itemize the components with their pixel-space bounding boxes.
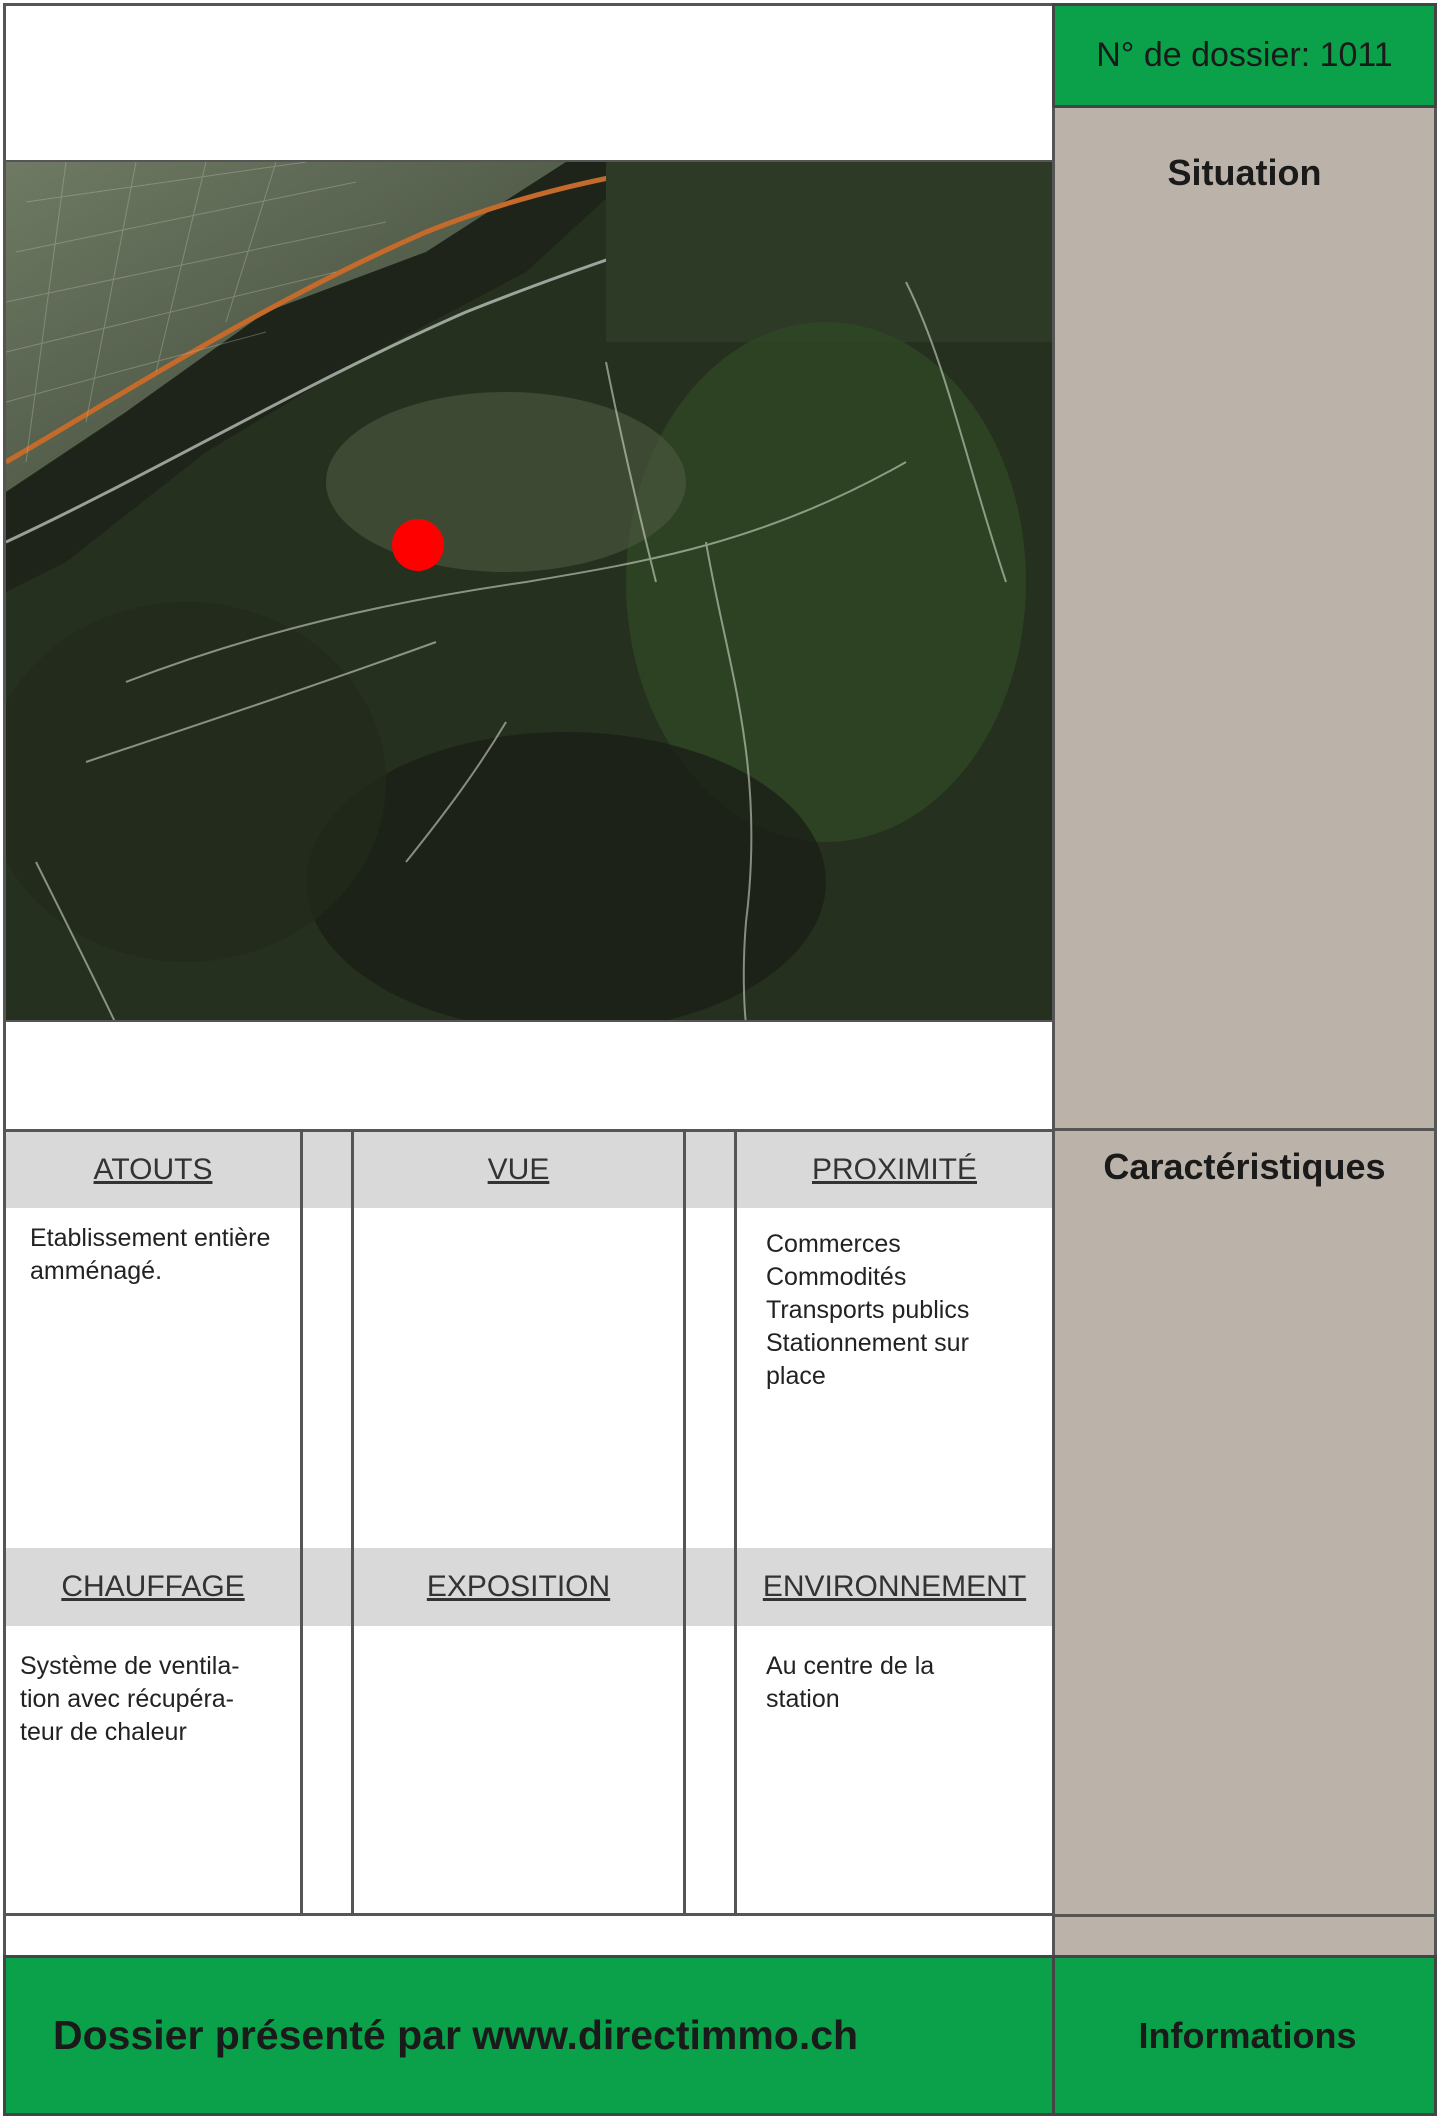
footer-presented-by: Dossier présenté par www.directimmo.ch — [53, 2012, 859, 2058]
gutter-header — [303, 1548, 351, 1626]
satellite-map-image — [6, 162, 1052, 1022]
atouts-header: ATOUTS — [6, 1132, 300, 1208]
gutter-header — [686, 1548, 734, 1626]
dossier-number — [1052, 3, 1437, 108]
situation-map — [6, 160, 1052, 1022]
atouts-text: Etablissement entière amménagé. — [30, 1224, 271, 1285]
sidebar-divider-bottom — [1055, 1914, 1434, 1917]
grid-vline-2 — [351, 1131, 354, 1913]
vue-header: VUE — [354, 1132, 683, 1208]
chauffage-header: CHAUFFAGE — [6, 1548, 300, 1626]
environnement-text: Au centre de la station — [766, 1652, 935, 1713]
dossier-number-text: N° de dossier: 1011 — [1096, 36, 1393, 74]
grid-vline-4 — [734, 1131, 737, 1913]
caracteristiques-title: Caractéristiques — [1103, 1146, 1386, 1187]
sidebar-divider — [1055, 1128, 1434, 1131]
exposition-header: EXPOSITION — [354, 1548, 683, 1626]
grid-vline-3 — [683, 1131, 686, 1913]
chauffage-text: Système de ventila- tion avec récupéra- teur de chaleur — [20, 1652, 240, 1746]
grid-vline-1 — [300, 1131, 303, 1913]
grid-bottom-line — [6, 1913, 1052, 1916]
proximite-text: Commerces Commodités Transports publics Stationnement sur place — [766, 1230, 970, 1390]
situation-title: Situation — [1167, 152, 1322, 193]
informations-label: Informations — [1138, 2014, 1357, 2056]
gutter-header — [686, 1132, 734, 1208]
gutter-header — [303, 1132, 351, 1208]
proximite-header: PROXIMITÉ — [737, 1132, 1052, 1208]
sidebar — [1052, 108, 1437, 1956]
footer — [3, 1955, 1437, 2116]
location-marker — [392, 519, 444, 571]
environnement-header: ENVIRONNEMENT — [737, 1548, 1052, 1626]
